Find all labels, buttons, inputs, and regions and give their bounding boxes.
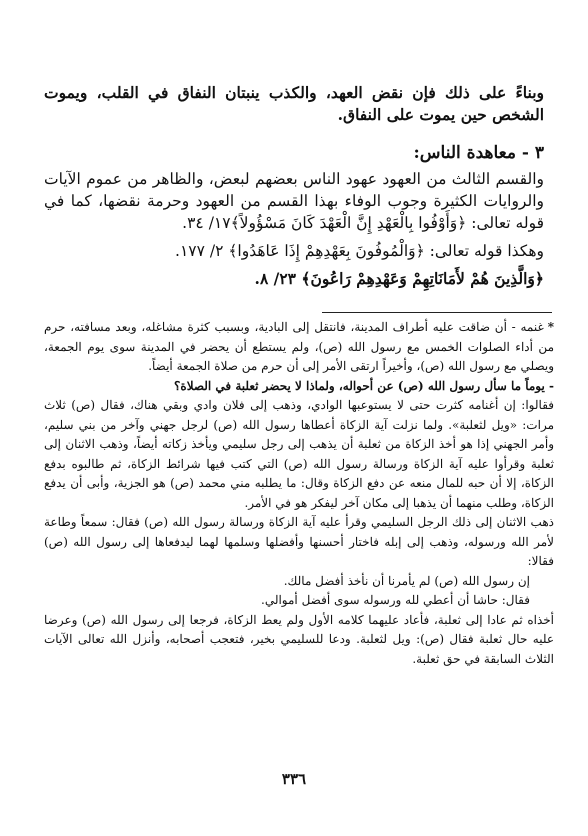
footnote-marker: * [547, 320, 554, 334]
footnote-paragraph: إن رسول الله (ص) لم يأمرنا أن نأخذ أفضل مالك. [283, 573, 530, 588]
footnote-paragraph [44, 318, 554, 377]
footnote-separator [322, 312, 552, 313]
paragraph-conclusion: وبناءً على ذلك فإن نقض العهد، والكذب ينبتان النفاق في القلب، ويموت الشخص حين يموت على النفاق. [44, 83, 544, 124]
paragraph-third-category: والقسم الثالث من العهود عهود الناس بعضهم لبعض، والظاهر من عموم الآيات والروايات الكثيرة وجوب الوفاء بهذا القسم من العهود وحرمة نقضها، كما في قوله تعالى: ﴿وَأَوْفُوا بِالْعَهْدِ إِنَّ الْعَهْدَ كَانَ مَسْؤُولاً﴾١٧/ ٣٤. [44, 170, 544, 232]
footnote-paragraph: ذهب الاثنان إلى ذلك الرجل السليمي وقرأ عليه آية الزكاة ورسالة رسول الله (ص) فقال: سمعاً وطاعة لأمر الله ورسوله، وذهب إلى إبله فاختار أحسنها وأفضلها وسلمها لهما ليدفعاها إلى رسول الله (ص) فقالا: [44, 515, 554, 568]
footnote-paragraph: فقال: حاشا أن أعطي لله ورسوله سوى أفضل أموالي. [261, 593, 530, 607]
paragraph-verse-23-8: ﴿وَالَّذِينَ هُمْ لأَمَانَاتِهِمْ وَعَهْدِهِمْ رَاعُونَ﴾ ٢٣/ ٨. [254, 269, 544, 288]
footnote [44, 318, 554, 669]
footnote-paragraph: أخذاه ثم عادا إلى ثعلبة، فأعاد عليهما كلامه الأول ولم يعط الزكاة، فرجعا إلى رسول الله (ص) وعرضا عليه حال ثعلبة فقال (ص): ويل لثعلبة. ودعا للسليمي بخير، فتعجب أصحابه، وأنزل الله تعالى الآيات الثلاث السابقة في حق ثعلبة. [44, 612, 555, 666]
footnote-text: غنمه - أن ضاقت عليه أطراف المدينة، فانتقل إلى البادية، وبسبب كثرة مشاغله، وبعد مسافته، حرم من أداء الصلوات الخمس مع رسول الله (ص)، ولم يستطع أن يحضر في المدينة سوى يوم الجمعة، ويصلي مع رسول الله (ص)، وأخيراً ارتقى الأمر إلى أن حرم من صلاة الجمعة أيضاً. [44, 320, 554, 373]
paragraph-verse-2-177: وهكذا قوله تعالى: ﴿وَالْمُوفُونَ بِعَهْدِهِمْ إِذَا عَاهَدُوا﴾ ٢/ ١٧٧. [175, 242, 544, 260]
footnote-paragraph: - يوماً ما سأل رسول الله (ص) عن أحواله، ولماذا لا يحضر ثعلبة في الصلاة؟ [174, 378, 554, 393]
main-text [44, 82, 544, 290]
footnote-paragraph: فقالوا: إن أغنامه كثرت حتى لا يستوعبها الوادي، وذهب إلى فلان وادي وبقي هناك، فقال (ص) ثلاث مرات: «ويل لثعلبة». ولما نزلت آية الزكاة أعطاها رسول الله (ص) لرجل جهني وآخر من بني سليم، وأمر الجهني إذا هو أخذ الزكاة من ثعلبة أن يذهب إلى رجل سليمي ويأخذ زكاته أيضاً، وذهب الاثنان إلى ثعلبة وقرأوا عليه آية الزكاة ورسالة رسول الله (ص) التي كتب فيها شرائط الزكاة، ثم طالبوه بدفع الزكاة، إلا أن حبه للمال منعه عن دفع الزكاة وقال: ما يطلبه مني محمد (ص) هو الجزية، وأبى أن يدفع الزكاة، وطلب منهما أن يذهبا إلى مكان آخر ليفكر هو في الأمر. [44, 398, 554, 510]
page-number: ٣٣٦ [281, 770, 307, 788]
section-heading: ٣ - معاهدة الناس: [413, 143, 544, 163]
